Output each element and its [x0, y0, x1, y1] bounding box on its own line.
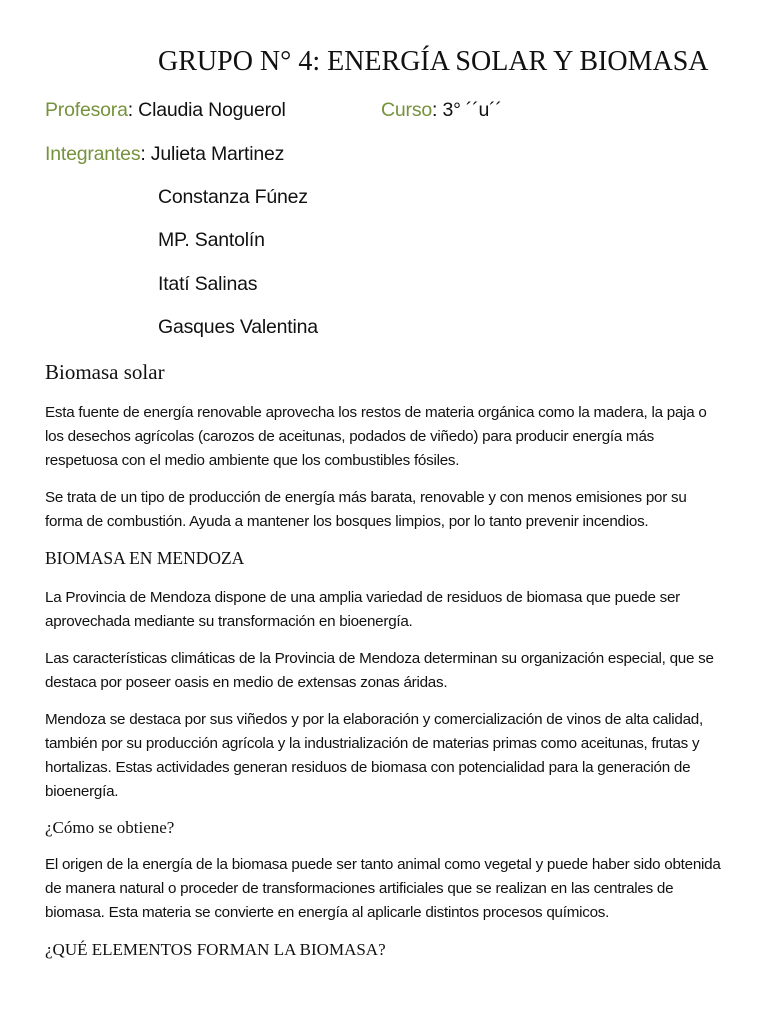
integrantes-first: : Julieta Martinez [140, 143, 285, 165]
integrante-item: Constanza Fúnez [158, 186, 308, 208]
profesora-value: : Claudia Noguerol [127, 99, 286, 121]
paragraph: Se trata de un tipo de producción de energía más barata, renovable y con menos emisiones por su forma de combustión. Ayuda a mantener los bosques limpios, por lo tanto prevenir incendios. [45, 489, 687, 530]
integrantes-line [45, 143, 284, 166]
curso-value: : 3° ´´u´´ [432, 99, 502, 121]
paragraph: El origen de la energía de la biomasa puede ser tanto animal como vegetal y puede haber sido obtenida de manera natural o proceder de transformaciones artificiales que se realizan en las centrales de biomasa. Esta materia se convierte en energía al aplicarle distintos procesos químicos. [45, 856, 721, 921]
heading-biomasa-solar: Biomasa solar [45, 360, 165, 384]
integrantes-label: Integrantes [45, 143, 141, 165]
profesora-line [45, 99, 286, 122]
integrante-item: Itatí Salinas [158, 273, 258, 295]
document-title: GRUPO N° 4: ENERGÍA SOLAR Y BIOMASA [158, 46, 709, 77]
paragraph: Las características climáticas de la Provincia de Mendoza determinan su organización especial, que se destaca por poseer oasis en medio de extensas zonas áridas. [45, 650, 714, 691]
heading-como-se-obtiene: ¿Cómo se obtiene? [45, 818, 175, 837]
paragraph: La Provincia de Mendoza dispone de una amplia variedad de residuos de biomasa que puede ser aprovechada mediante su transformación en bioenergía. [45, 589, 680, 630]
integrante-item: MP. Santolín [158, 229, 265, 251]
paragraph: Esta fuente de energía renovable aprovecha los restos de materia orgánica como la madera, la paja o los desechos agrícolas (carozos de aceitunas, podados de viñedo) para producir energía más respetuosa con el medio ambiente que los combustibles fósiles. [45, 404, 707, 469]
curso-label: Curso [381, 99, 433, 121]
curso-line [381, 99, 502, 122]
paragraph: Mendoza se destaca por sus viñedos y por la elaboración y comercialización de vinos de alta calidad, también por su producción agrícola y la industrialización de materias primas como aceitunas, frutas y hortalizas. Estas actividades generan residuos de biomasa con potencialidad para la generación de bioenergía. [45, 711, 703, 800]
heading-biomasa-mendoza: BIOMASA EN MENDOZA [45, 548, 245, 568]
heading-elementos-biomasa: ¿QUÉ ELEMENTOS FORMAN LA BIOMASA? [45, 940, 386, 959]
integrante-item: Gasques Valentina [158, 316, 318, 338]
profesora-label: Profesora [45, 99, 128, 121]
